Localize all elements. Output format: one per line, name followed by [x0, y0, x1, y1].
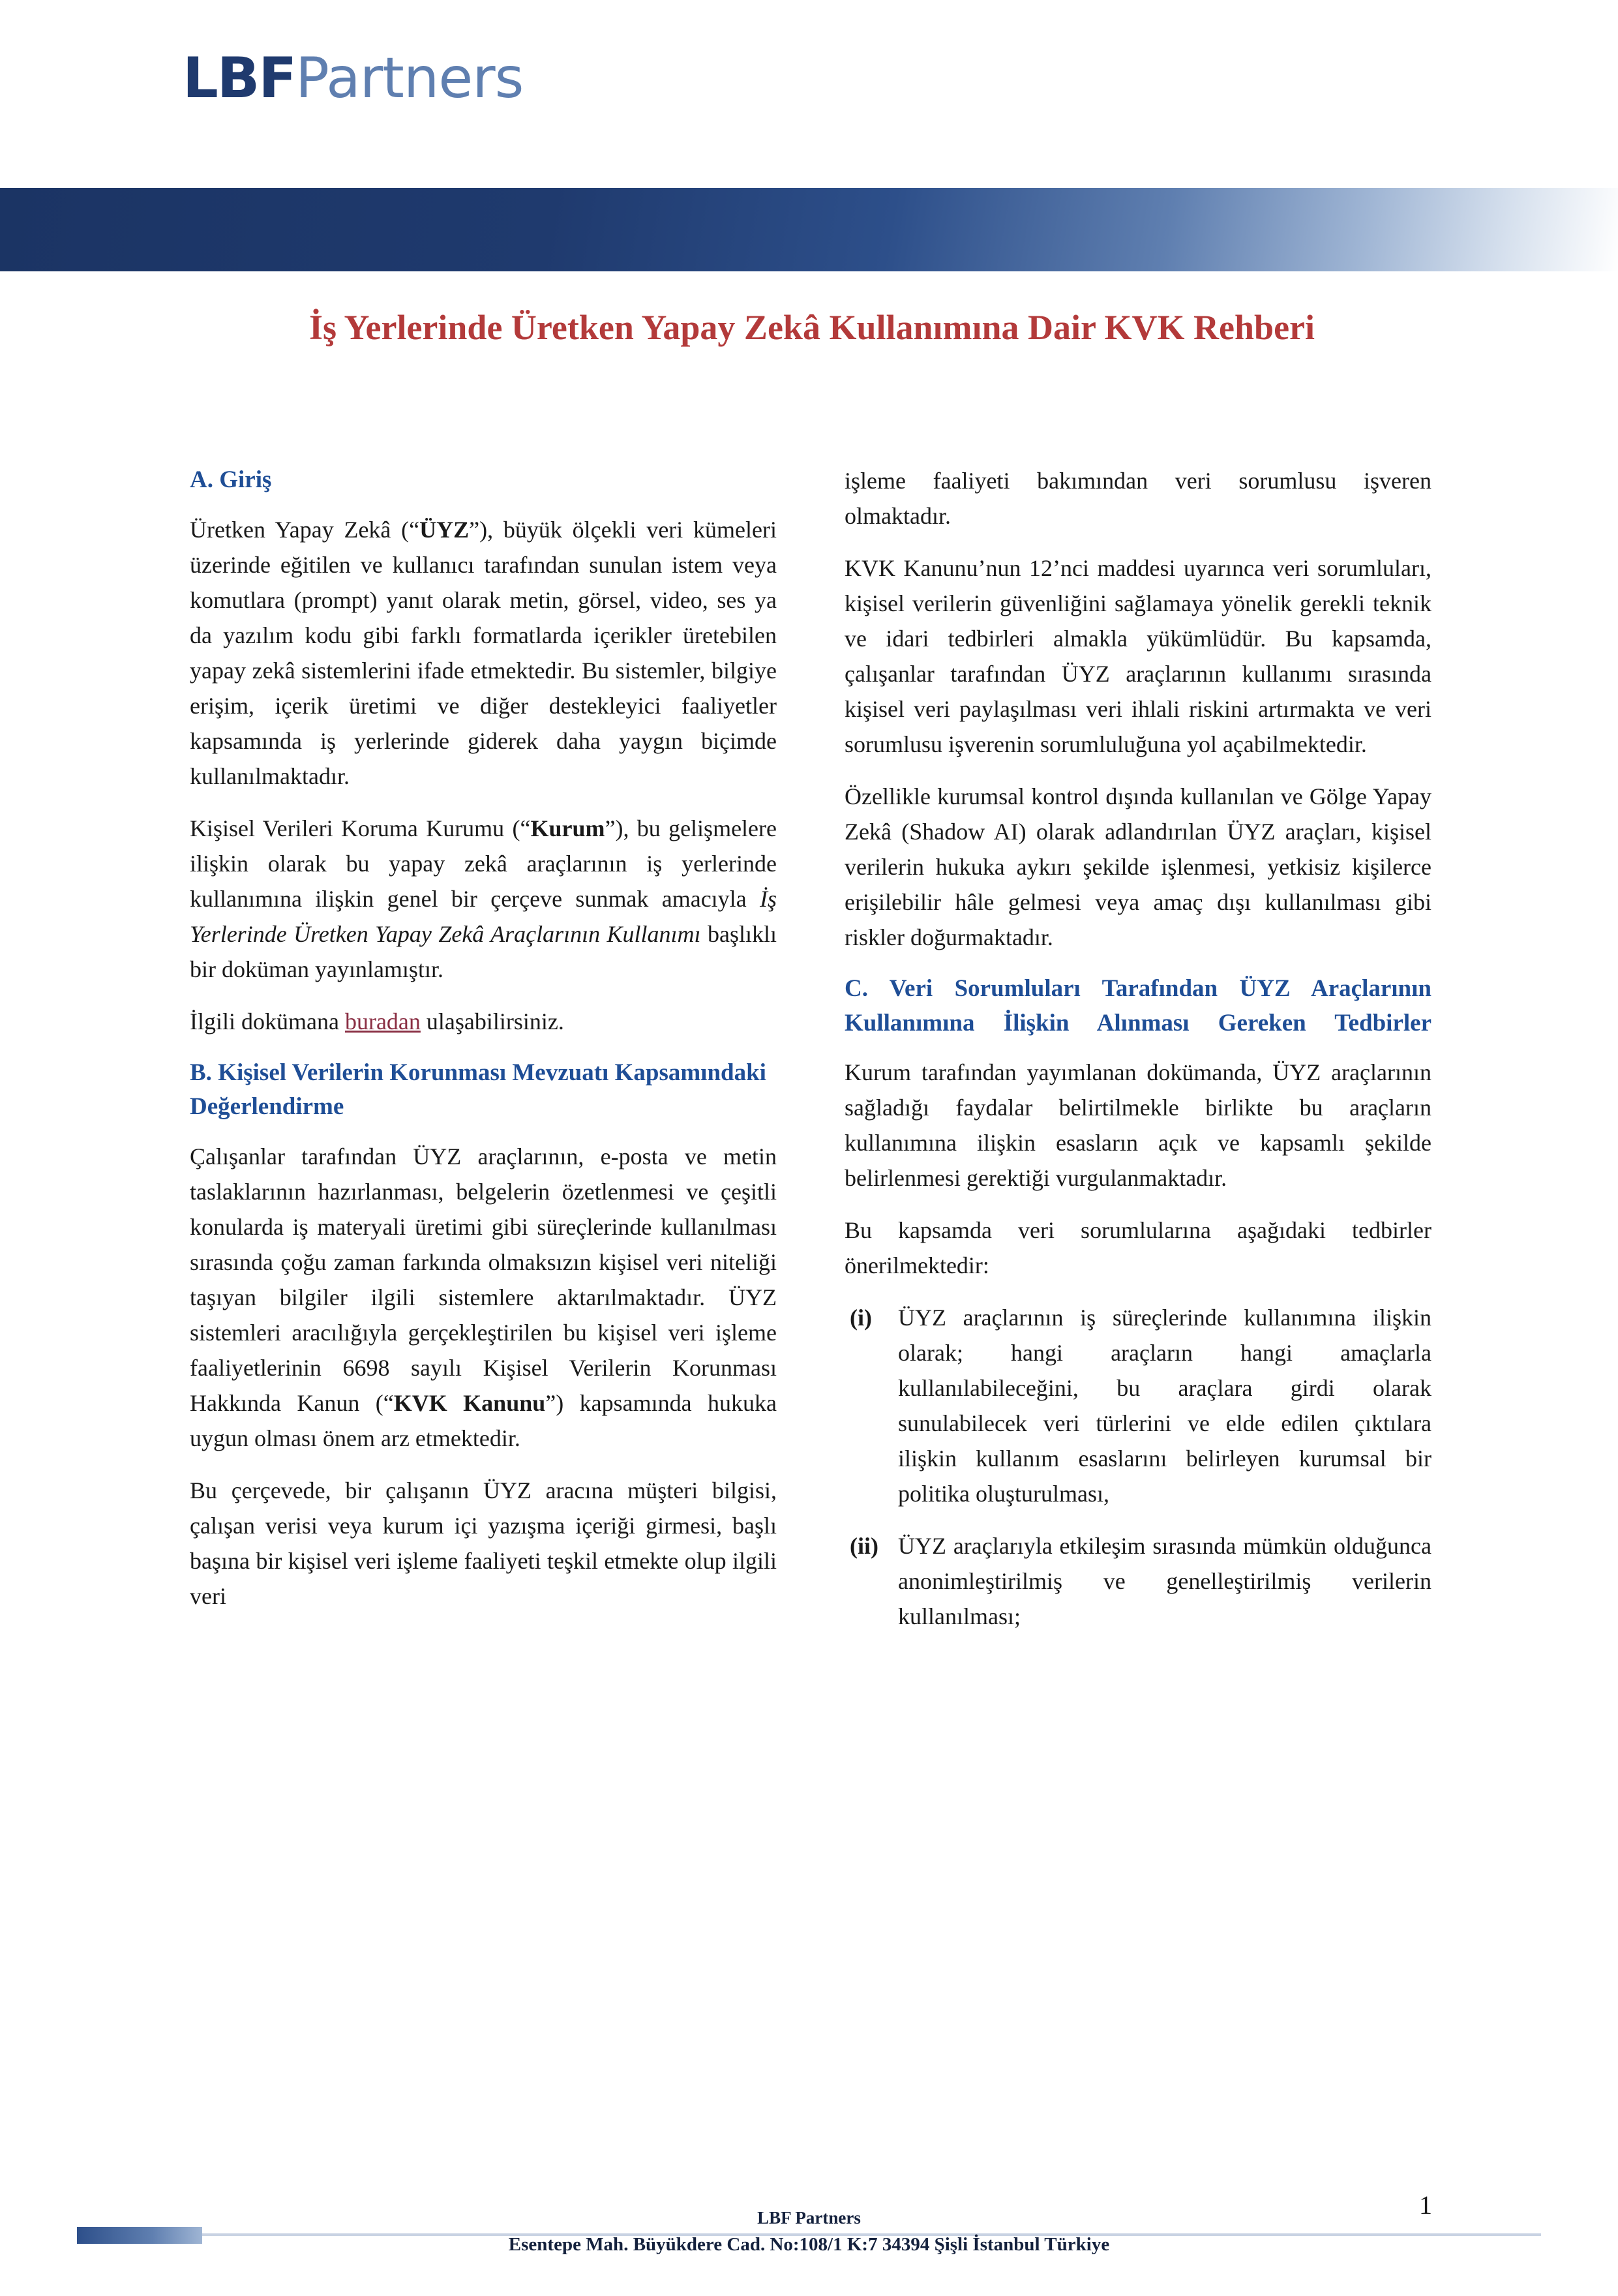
document-link[interactable]: buradan [344, 1008, 421, 1035]
paragraph-b-3: KVK Kanunu’nun 12’nci maddesi uyarınca veri sorumluları, kişisel verilerin güvenliğini sağlamaya yönelik gerekli teknik ve idari tedbirleri almakla yükümlüdür. Bu kapsamda, çalışanlar tarafından ÜYZ araçlarının kullanımı sırasında kişisel veri paylaşılması veri ihlali riskini artırmakta ve veri sorumlusu işverenin sorumluluğuna yol açabilmektedir. [845, 555, 1431, 757]
p4-bold-kvk: KVK Kanunu [393, 1389, 546, 1416]
p3-prefix: İlgili dokümana [190, 1008, 345, 1035]
p3-suffix: ulaşabilirsiniz. [420, 1008, 564, 1035]
list-marker: (ii) [850, 1533, 878, 1560]
left-column [190, 463, 777, 1651]
paragraph-b-2: Bu çerçevede, bir çalışanın ÜYZ aracına müşteri bilgisi, çalışan verisi veya kurum içi yazışma içeriği girmesi, başlı başına bir kişisel veri işleme faaliyeti teşkil etmekte olup ilgili veri [190, 1477, 777, 1609]
paragraph-intro-1 [190, 512, 777, 794]
page-number: 1 [1419, 2190, 1432, 2220]
logo-primary-text: LBF [183, 46, 296, 111]
document-body [190, 463, 1432, 1651]
paragraph-intro-2 [190, 811, 777, 987]
paragraph-link-line [190, 1004, 777, 1039]
p1-bold-uyz: ÜYZ [419, 516, 470, 543]
list-item [845, 1300, 1431, 1511]
p2-bold-kurum: Kurum [530, 815, 605, 841]
paragraph-b-2-continued: işleme faaliyeti bakımından veri sorumlusu işveren olmaktadır. [845, 468, 1431, 529]
page-title: İş Yerlerinde Üretken Yapay Zekâ Kullanımına Dair KVK Rehberi [308, 308, 1315, 347]
p1-mid: ”), büyük ölçekli veri kümeleri üzerinde eğitilen ve kullanıcı tarafından sunulan istem veya komutlara (prompt) yanıt olarak metin, görsel, video, ses ya da yazılım kodu gibi farklı formatlarda içerikler üretebilen yapay zekâ sistemlerini ifade etmektedir. Bu sistemler, bilgiye erişim, içerik üretimi ve diğer destekleyici faaliyetler kapsamında iş yerlerinde giderek daha yaygın biçimde kullanılmaktadır. [190, 516, 777, 789]
p2-prefix: Kişisel Verileri Koruma Kurumu (“ [190, 815, 531, 841]
p4-prefix: Çalışanlar tarafından ÜYZ araçlarının, e-posta ve metin taslaklarının hazırlanması, belgelerin özetlenmesi ve çeşitli konularda iş materyali üretimi gibi süreçlerinde kullanılması sırasında çoğu zaman farkında olmaksızın kişisel veri niteliği taşıyan bilgiler ilgili sistemlere aktarılmaktadır. ÜYZ sistemleri aracılığıyla gerçekleştirilen bu kişisel veri işleme faaliyetlerinin 6698 sayılı Kişisel Verilerin Korunması Hakkında Kanun (“ [190, 1143, 777, 1416]
heading-section-a: A. Giriş [190, 466, 272, 493]
footer-address: Esentepe Mah. Büyükdere Cad. No:108/1 K:7 34394 Şişli İstanbul Türkiye [508, 2233, 1110, 2255]
heading-section-b: B. Kişisel Verilerin Korunması Mevzuatı Kapsamındaki Değerlendirme [190, 1059, 766, 1121]
page-footer [0, 2205, 1618, 2258]
paragraph-c-2: Bu kapsamda veri sorumlularına aşağıdaki tedbirler önerilmektedir: [845, 1217, 1431, 1279]
logo-secondary-text: Partners [295, 46, 524, 111]
paragraph-c-1: Kurum tarafından yayımlanan dokümanda, ÜYZ araçlarının sağladığı faydalar belirtilmekle birlikte bu araçların kullanımına ilişkin esasların açık ve kapsamlı şekilde belirlenmesi gerektiği vurgulanmaktadır. [845, 1059, 1431, 1192]
p4-suffix: ”) kapsamında hukuka uygun olması önem arz etmektedir. [190, 1389, 777, 1451]
brand-logo [183, 46, 523, 111]
header-gradient-band [0, 188, 1618, 271]
list-item-text: ÜYZ araçlarının iş süreçlerinde kullanımına ilişkin olarak; hangi araçların hangi amaçlarla kullanılabileceğini, bu araçlara girdi olarak sunulabilecek veri türlerini ve elde edilen çıktılara ilişkin kullanım esaslarını belirleyen kurumsal bir politika oluşturulması, [898, 1305, 1431, 1507]
list-item-text: ÜYZ araçlarıyla etkileşim sırasında mümkün olduğunca anonimleştirilmiş ve genelleştirilmiş verilerin kullanılması; [898, 1533, 1431, 1630]
list-marker: (i) [850, 1305, 872, 1331]
p2-mid: ”), bu gelişmelere ilişkin olarak bu yapay zekâ araçlarının iş yerlerinde kullanımına ilişkin genel bir çerçeve sunmak amacıyla [190, 815, 777, 912]
right-column [845, 463, 1431, 1651]
p2-suffix: başlıklı bir doküman yayınlamıştır. [190, 920, 777, 982]
paragraph-b-1 [190, 1139, 777, 1456]
heading-section-c: C. Veri Sorumluları Tarafından ÜYZ Araçlarının Kullanımına İlişkin Alınması Gereken Tedbirler [845, 975, 1431, 1036]
p1-prefix: Üretken Yapay Zekâ (“ [190, 516, 420, 543]
list-item [845, 1528, 1431, 1634]
paragraph-b-4: Özellikle kurumsal kontrol dışında kullanılan ve Gölge Yapay Zekâ (Shadow AI) olarak adlandırılan ÜYZ araçları, kişisel verilerin hukuka aykırı şekilde işlenmesi, yetkisiz kişilerce erişilebilir hâle gelmesi veya amaç dışı kullanılması gibi riskler doğurmaktadır. [845, 783, 1431, 950]
p2-italic-doc-title: İş Yerlerinde Üretken Yapay Zekâ Araçlarının Kullanımı [190, 885, 777, 947]
footer-company: LBF Partners [757, 2207, 861, 2228]
